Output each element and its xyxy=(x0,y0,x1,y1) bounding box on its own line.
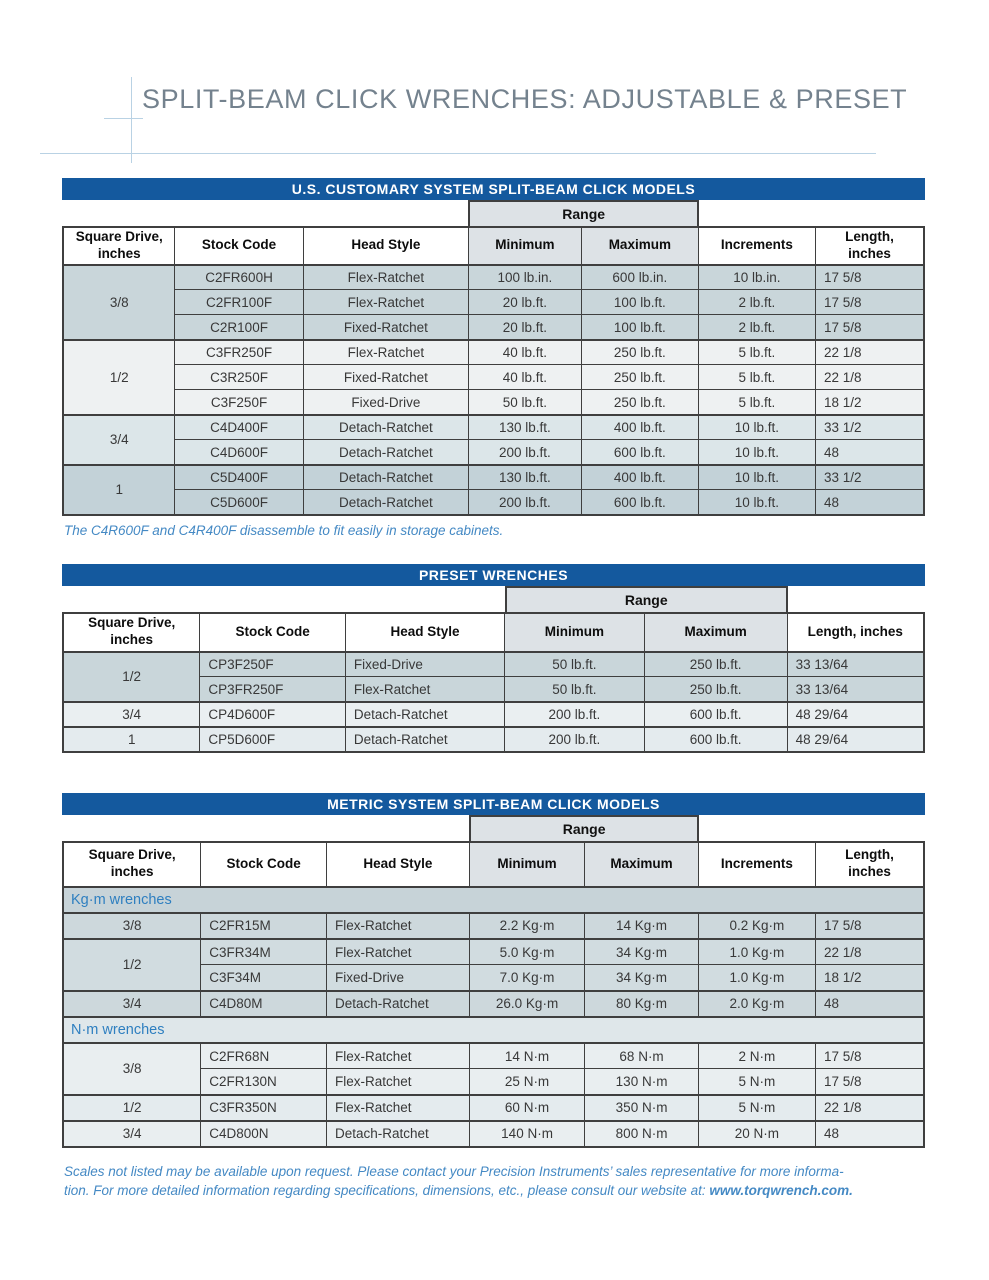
length-cell: 18 1/2 xyxy=(815,390,924,415)
preset-table xyxy=(62,612,925,753)
length-cell: 33 13/64 xyxy=(787,677,924,702)
square-drive-cell: 1/2 xyxy=(63,1095,201,1121)
footer-line2: tion. For more detailed information regarding specifications, dimensions, etc., please consult our website at: xyxy=(64,1182,710,1198)
head-style-cell: Detach-Ratchet xyxy=(345,702,504,727)
minimum-cell: 26.0 Kg·m xyxy=(469,991,584,1017)
head-style-cell: Flex-Ratchet xyxy=(326,1069,469,1095)
square-drive-cell: 1 xyxy=(63,727,200,752)
column-header: Square Drive, inches xyxy=(63,227,175,265)
length-cell: 48 29/64 xyxy=(787,702,924,727)
column-header: Maximum xyxy=(581,227,698,265)
head-style-cell: Flex-Ratchet xyxy=(326,1095,469,1121)
increments-cell: 1.0 Kg·m xyxy=(698,965,815,991)
range-spacer-right xyxy=(788,586,925,612)
metric-banner: METRIC SYSTEM SPLIT-BEAM CLICK MODELS xyxy=(62,793,925,815)
maximum-cell: 600 lb.ft. xyxy=(644,702,787,727)
head-style-cell: Flex-Ratchet xyxy=(326,913,469,939)
minimum-cell: 20 lb.ft. xyxy=(469,290,582,315)
length-cell: 17 5/8 xyxy=(815,315,924,340)
minimum-cell: 25 N·m xyxy=(469,1069,584,1095)
increments-cell: 5 lb.ft. xyxy=(698,340,815,365)
length-cell: 22 1/8 xyxy=(815,365,924,390)
length-cell: 48 xyxy=(815,1121,924,1147)
stock-code-cell: C3FR34M xyxy=(201,939,327,965)
column-header: Head Style xyxy=(326,842,469,887)
range-spacer-left xyxy=(62,815,469,841)
stock-code-cell: C2FR130N xyxy=(201,1069,327,1095)
increments-cell: 5 lb.ft. xyxy=(698,365,815,390)
length-cell: 17 5/8 xyxy=(815,913,924,939)
stock-code-cell: C4D800N xyxy=(201,1121,327,1147)
length-cell: 17 5/8 xyxy=(815,265,924,290)
page-title: SPLIT-BEAM CLICK WRENCHES: ADJUSTABLE & PRESET xyxy=(142,84,908,114)
square-drive-cell: 3/4 xyxy=(63,991,201,1017)
range-header: Range xyxy=(469,815,699,841)
increments-cell: 1.0 Kg·m xyxy=(698,939,815,965)
column-header: Head Style xyxy=(303,227,468,265)
minimum-cell: 40 lb.ft. xyxy=(469,340,582,365)
maximum-cell: 600 lb.ft. xyxy=(581,490,698,515)
length-cell: 33 13/64 xyxy=(787,652,924,677)
range-spacer-left xyxy=(62,586,505,612)
maximum-cell: 600 lb.ft. xyxy=(581,440,698,465)
head-style-cell: Flex-Ratchet xyxy=(326,939,469,965)
content-column xyxy=(62,178,925,1200)
head-style-cell: Flex-Ratchet xyxy=(303,265,468,290)
maximum-cell: 250 lb.ft. xyxy=(581,365,698,390)
minimum-cell: 200 lb.ft. xyxy=(469,490,582,515)
preset-section xyxy=(62,564,925,753)
stock-code-cell: C3FR250F xyxy=(175,340,303,365)
website-link[interactable]: www.torqwrench.com. xyxy=(709,1182,853,1198)
minimum-cell: 200 lb.ft. xyxy=(505,727,644,752)
stock-code-cell: C3F34M xyxy=(201,965,327,991)
head-style-cell: Detach-Ratchet xyxy=(345,727,504,752)
stock-code-cell: C3R250F xyxy=(175,365,303,390)
length-cell: 48 xyxy=(815,991,924,1017)
head-style-cell: Fixed-Drive xyxy=(326,965,469,991)
increments-cell: 10 lb.ft. xyxy=(698,490,815,515)
maximum-cell: 80 Kg·m xyxy=(585,991,699,1017)
minimum-cell: 200 lb.ft. xyxy=(505,702,644,727)
minimum-cell: 50 lb.ft. xyxy=(505,677,644,702)
maximum-cell: 400 lb.ft. xyxy=(581,415,698,440)
minimum-cell: 50 lb.ft. xyxy=(469,390,582,415)
registration-mark-vertical xyxy=(131,77,132,163)
square-drive-cell: 3/8 xyxy=(63,265,175,340)
minimum-cell: 130 lb.ft. xyxy=(469,465,582,490)
column-header: Length, inches xyxy=(787,613,924,652)
range-spacer-left xyxy=(62,200,468,226)
column-header: Stock Code xyxy=(175,227,303,265)
stock-code-cell: CP5D600F xyxy=(200,727,346,752)
head-style-cell: Flex-Ratchet xyxy=(345,677,504,702)
minimum-cell: 140 N·m xyxy=(469,1121,584,1147)
square-drive-cell: 3/8 xyxy=(63,1043,201,1095)
square-drive-cell: 3/4 xyxy=(63,415,175,465)
maximum-cell: 130 N·m xyxy=(585,1069,699,1095)
increments-cell: 5 N·m xyxy=(698,1095,815,1121)
column-header: Stock Code xyxy=(200,613,346,652)
registration-mark-horizontal xyxy=(104,118,143,119)
range-row xyxy=(62,200,925,226)
minimum-cell: 130 lb.ft. xyxy=(469,415,582,440)
unit-section-label: N·m wrenches xyxy=(63,1017,924,1043)
square-drive-cell: 1/2 xyxy=(63,652,200,702)
increments-cell: 2 lb.ft. xyxy=(698,290,815,315)
metric-table xyxy=(62,841,925,1148)
stock-code-cell: C2FR15M xyxy=(201,913,327,939)
increments-cell: 0.2 Kg·m xyxy=(698,913,815,939)
stock-code-cell: C2FR68N xyxy=(201,1043,327,1069)
head-style-cell: Detach-Ratchet xyxy=(303,490,468,515)
maximum-cell: 800 N·m xyxy=(585,1121,699,1147)
head-style-cell: Detach-Ratchet xyxy=(303,440,468,465)
maximum-cell: 350 N·m xyxy=(585,1095,699,1121)
stock-code-cell: C2FR600H xyxy=(175,265,303,290)
length-cell: 48 29/64 xyxy=(787,727,924,752)
increments-cell: 20 N·m xyxy=(698,1121,815,1147)
minimum-cell: 40 lb.ft. xyxy=(469,365,582,390)
length-cell: 48 xyxy=(815,490,924,515)
range-header: Range xyxy=(468,200,698,226)
head-style-cell: Fixed-Drive xyxy=(345,652,504,677)
column-header: Increments xyxy=(698,227,815,265)
stock-code-cell: C4D80M xyxy=(201,991,327,1017)
minimum-cell: 20 lb.ft. xyxy=(469,315,582,340)
length-cell: 17 5/8 xyxy=(815,1069,924,1095)
range-row xyxy=(62,586,925,612)
length-cell: 22 1/8 xyxy=(815,939,924,965)
column-header: Square Drive, inches xyxy=(63,842,201,887)
range-spacer-right xyxy=(699,815,925,841)
square-drive-cell: 3/8 xyxy=(63,913,201,939)
column-header: Square Drive, inches xyxy=(63,613,200,652)
length-cell: 48 xyxy=(815,440,924,465)
length-cell: 17 5/8 xyxy=(815,290,924,315)
head-style-cell: Detach-Ratchet xyxy=(303,465,468,490)
minimum-cell: 7.0 Kg·m xyxy=(469,965,584,991)
header-rule-line xyxy=(40,153,876,154)
maximum-cell: 600 lb.in. xyxy=(581,265,698,290)
head-style-cell: Fixed-Ratchet xyxy=(303,365,468,390)
length-cell: 22 1/8 xyxy=(815,340,924,365)
increments-cell: 2 N·m xyxy=(698,1043,815,1069)
increments-cell: 5 lb.ft. xyxy=(698,390,815,415)
column-header: Length, inches xyxy=(815,227,924,265)
increments-cell: 10 lb.ft. xyxy=(698,440,815,465)
stock-code-cell: C5D600F xyxy=(175,490,303,515)
preset-table-mount xyxy=(62,612,925,753)
length-cell: 17 5/8 xyxy=(815,1043,924,1069)
head-style-cell: Flex-Ratchet xyxy=(303,290,468,315)
range-spacer-right xyxy=(699,200,925,226)
square-drive-cell: 1/2 xyxy=(63,340,175,415)
stock-code-cell: C3F250F xyxy=(175,390,303,415)
increments-cell: 2 lb.ft. xyxy=(698,315,815,340)
length-cell: 18 1/2 xyxy=(815,965,924,991)
column-header: Minimum xyxy=(505,613,644,652)
maximum-cell: 100 lb.ft. xyxy=(581,290,698,315)
maximum-cell: 400 lb.ft. xyxy=(581,465,698,490)
maximum-cell: 100 lb.ft. xyxy=(581,315,698,340)
column-header: Length, inches xyxy=(815,842,924,887)
minimum-cell: 2.2 Kg·m xyxy=(469,913,584,939)
increments-cell: 10 lb.in. xyxy=(698,265,815,290)
head-style-cell: Fixed-Ratchet xyxy=(303,315,468,340)
head-style-cell: Detach-Ratchet xyxy=(326,991,469,1017)
stock-code-cell: CP3FR250F xyxy=(200,677,346,702)
stock-code-cell: C2R100F xyxy=(175,315,303,340)
head-style-cell: Flex-Ratchet xyxy=(326,1043,469,1069)
column-header: Minimum xyxy=(469,842,584,887)
table-footnote: The C4R600F and C4R400F disassemble to fit easily in storage cabinets. xyxy=(64,522,504,538)
maximum-cell: 68 N·m xyxy=(585,1043,699,1069)
stock-code-cell: C5D400F xyxy=(175,465,303,490)
maximum-cell: 250 lb.ft. xyxy=(581,390,698,415)
metric-section xyxy=(62,793,925,1148)
maximum-cell: 34 Kg·m xyxy=(585,939,699,965)
stock-code-cell: C4D600F xyxy=(175,440,303,465)
head-style-cell: Flex-Ratchet xyxy=(303,340,468,365)
minimum-cell: 14 N·m xyxy=(469,1043,584,1069)
head-style-cell: Fixed-Drive xyxy=(303,390,468,415)
stock-code-cell: C4D400F xyxy=(175,415,303,440)
unit-section-label: Kg·m wrenches xyxy=(63,887,924,913)
maximum-cell: 250 lb.ft. xyxy=(581,340,698,365)
increments-cell: 5 N·m xyxy=(698,1069,815,1095)
footer-line1: Scales not listed may be available upon request. Please contact your Precision Instruments’ sales representative for more informa- xyxy=(64,1163,844,1179)
minimum-cell: 60 N·m xyxy=(469,1095,584,1121)
us-customary-table-mount xyxy=(62,226,925,516)
column-header: Maximum xyxy=(585,842,699,887)
preset-banner: PRESET WRENCHES xyxy=(62,564,925,586)
increments-cell: 2.0 Kg·m xyxy=(698,991,815,1017)
stock-code-cell: C3FR350N xyxy=(201,1095,327,1121)
head-style-cell: Detach-Ratchet xyxy=(326,1121,469,1147)
metric-table-mount xyxy=(62,841,925,1148)
column-header: Stock Code xyxy=(201,842,327,887)
square-drive-cell: 3/4 xyxy=(63,1121,201,1147)
square-drive-cell: 1 xyxy=(63,465,175,515)
us-customary-section xyxy=(62,178,925,516)
maximum-cell: 600 lb.ft. xyxy=(644,727,787,752)
us-customary-table xyxy=(62,226,925,516)
maximum-cell: 250 lb.ft. xyxy=(644,652,787,677)
minimum-cell: 100 lb.in. xyxy=(469,265,582,290)
maximum-cell: 14 Kg·m xyxy=(585,913,699,939)
minimum-cell: 5.0 Kg·m xyxy=(469,939,584,965)
length-cell: 33 1/2 xyxy=(815,415,924,440)
increments-cell: 10 lb.ft. xyxy=(698,465,815,490)
maximum-cell: 34 Kg·m xyxy=(585,965,699,991)
stock-code-cell: CP4D600F xyxy=(200,702,346,727)
length-cell: 22 1/8 xyxy=(815,1095,924,1121)
us-customary-banner: U.S. CUSTOMARY SYSTEM SPLIT-BEAM CLICK MODELS xyxy=(62,178,925,200)
maximum-cell: 250 lb.ft. xyxy=(644,677,787,702)
column-header: Increments xyxy=(698,842,815,887)
column-header: Head Style xyxy=(345,613,504,652)
page-footer xyxy=(64,1162,925,1200)
range-header: Range xyxy=(505,586,788,612)
minimum-cell: 50 lb.ft. xyxy=(505,652,644,677)
column-header: Maximum xyxy=(644,613,787,652)
square-drive-cell: 1/2 xyxy=(63,939,201,991)
minimum-cell: 200 lb.ft. xyxy=(469,440,582,465)
length-cell: 33 1/2 xyxy=(815,465,924,490)
column-header: Minimum xyxy=(469,227,582,265)
stock-code-cell: C2FR100F xyxy=(175,290,303,315)
range-row xyxy=(62,815,925,841)
increments-cell: 10 lb.ft. xyxy=(698,415,815,440)
head-style-cell: Detach-Ratchet xyxy=(303,415,468,440)
square-drive-cell: 3/4 xyxy=(63,702,200,727)
stock-code-cell: CP3F250F xyxy=(200,652,346,677)
